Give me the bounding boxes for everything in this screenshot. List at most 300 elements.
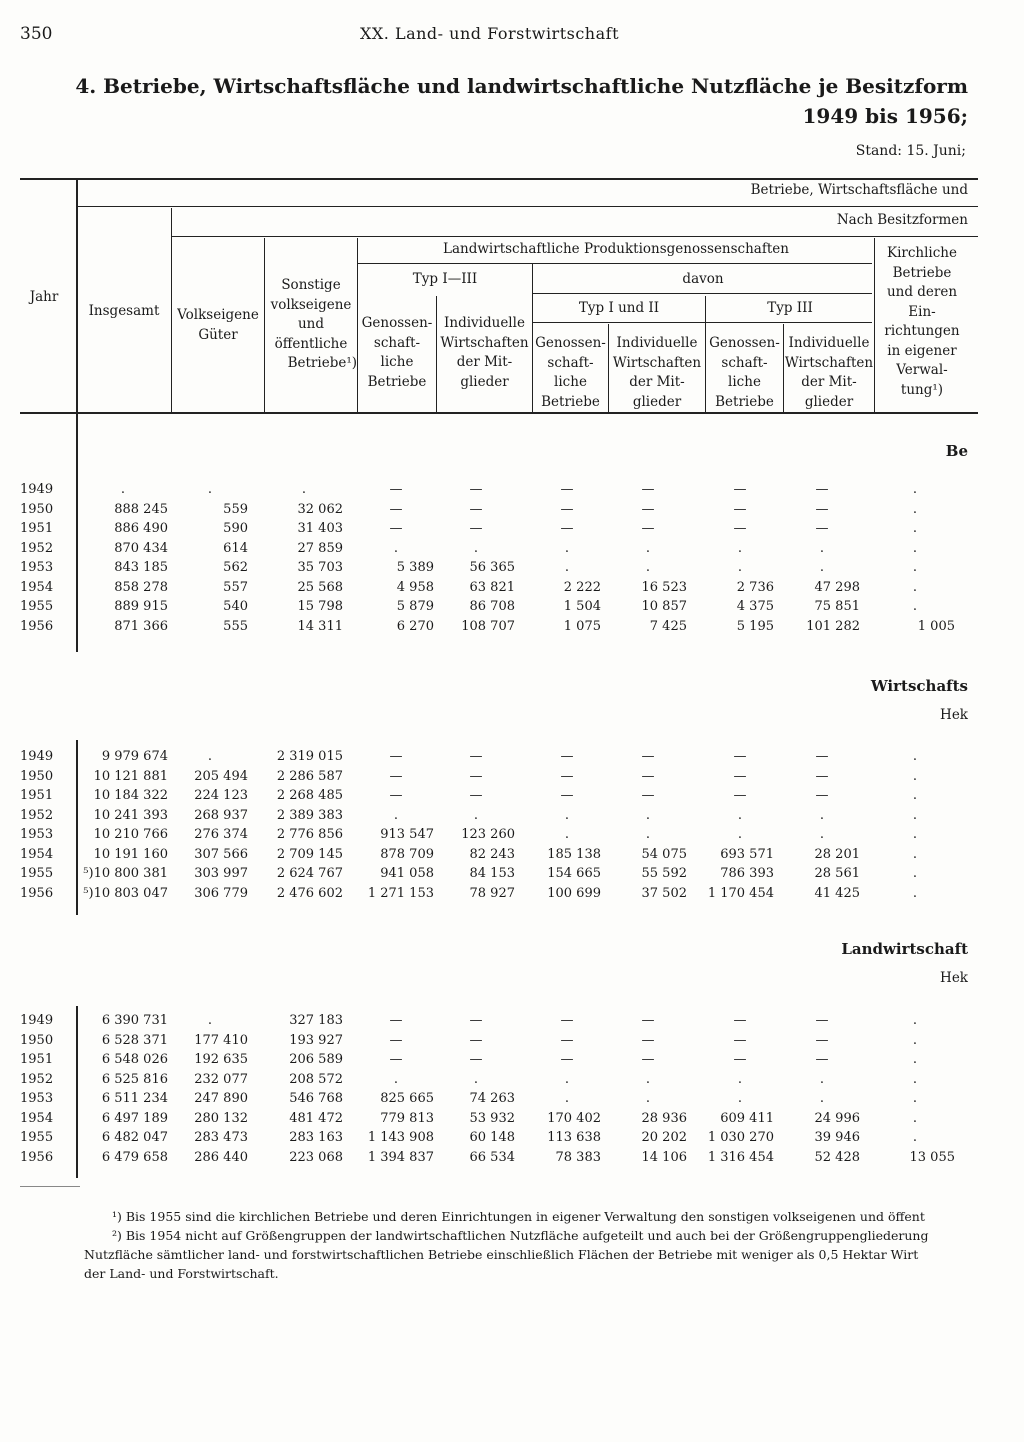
cell-typ-iii-individuelle: 28 561 xyxy=(814,866,860,881)
cell-lpg-genossen: . xyxy=(393,807,399,823)
cell-typ-iii-individuelle: — xyxy=(815,749,829,764)
cell-year: 1956 xyxy=(20,618,54,634)
cell-year: 1953 xyxy=(20,560,54,575)
cell-typ-iii-individuelle: . xyxy=(819,1071,825,1087)
header-rule-typ xyxy=(533,322,872,323)
cell-typ-i-ii-individuelle: . xyxy=(645,827,651,842)
cell-volkseigene: 280 132 xyxy=(194,1110,248,1126)
cell-lpg-genossen: 941 058 xyxy=(380,866,434,881)
header-davon: davon xyxy=(682,271,724,287)
cell-sonstige: 31 403 xyxy=(297,521,343,536)
section-unit: Hek xyxy=(940,707,968,723)
cell-typ-iii-genossen: . xyxy=(737,560,743,575)
footnote-2: ²) Bis 1954 nicht auf Größengruppen der landwirtschaftlichen Nutzfläche aufgeteilt und auch bei der Größengruppengliederung xyxy=(112,1228,929,1243)
cell-typ-iii-individuelle: — xyxy=(815,482,829,497)
cell-lpg-individuelle: 82 243 xyxy=(469,846,515,862)
cell-kirchliche: 13 055 xyxy=(909,1149,955,1165)
cell-kirchliche: . xyxy=(912,501,918,517)
cell-typ-iii-individuelle: 47 298 xyxy=(814,579,860,595)
footnote-2-cont: Nutzfläche sämtlicher land- und forstwirtschaftlichen Betriebe einschließlich Flächen der Betriebe mit weniger als 0,5 Hektar Wirt xyxy=(84,1247,919,1262)
cell-lpg-individuelle: 53 932 xyxy=(469,1110,515,1126)
cell-typ-iii-individuelle: . xyxy=(819,560,825,575)
header-genossen-i-ii: Genossen- schaft- liche Betriebe xyxy=(535,335,606,410)
cell-volkseigene: . xyxy=(207,1013,213,1028)
cell-kirchliche: 1 005 xyxy=(917,618,955,634)
cell-typ-i-ii-genossen: — xyxy=(560,788,574,803)
cell-lpg-genossen: 4 958 xyxy=(396,579,434,595)
cell-typ-i-ii-individuelle: 7 425 xyxy=(649,618,687,634)
header-genossen-i-iii: Genossen- schaft- liche Betriebe xyxy=(361,315,433,390)
cell-typ-i-ii-individuelle: — xyxy=(641,749,655,764)
cell-sonstige: 327 183 xyxy=(289,1013,343,1028)
cell-lpg-genossen: — xyxy=(389,788,403,803)
cell-typ-i-ii-genossen: 185 138 xyxy=(547,846,601,862)
cell-typ-iii-genossen: 609 411 xyxy=(720,1110,774,1126)
cell-insgesamt: 6 528 371 xyxy=(101,1032,168,1048)
cell-lpg-individuelle: — xyxy=(469,1052,483,1067)
cell-typ-iii-genossen: 1 316 454 xyxy=(707,1149,774,1165)
cell-lpg-genossen: — xyxy=(389,1032,403,1048)
cell-sonstige: 2 319 015 xyxy=(276,749,343,764)
cell-year: 1951 xyxy=(20,788,54,803)
header-rule-besitz xyxy=(172,236,978,237)
section-title-landwirtschaft: Landwirtschaft xyxy=(841,940,968,958)
cell-volkseigene: 177 410 xyxy=(194,1032,248,1048)
cell-kirchliche: . xyxy=(912,807,918,823)
cell-lpg-genossen: . xyxy=(393,1071,399,1087)
cell-typ-i-ii-genossen: . xyxy=(564,1071,570,1087)
cell-typ-iii-individuelle: — xyxy=(815,1032,829,1048)
cell-typ-i-ii-individuelle: . xyxy=(645,540,651,556)
cell-typ-iii-genossen: 4 375 xyxy=(736,599,774,614)
cell-lpg-genossen: — xyxy=(389,1052,403,1067)
cell-year: 1950 xyxy=(20,768,54,784)
cell-typ-i-ii-genossen: 1 504 xyxy=(563,599,601,614)
cell-typ-iii-genossen: . xyxy=(737,807,743,823)
cell-lpg-individuelle: . xyxy=(473,540,479,556)
cell-typ-i-ii-genossen: — xyxy=(560,1013,574,1028)
cell-typ-iii-individuelle: . xyxy=(819,807,825,823)
cell-typ-iii-genossen: 1 170 454 xyxy=(707,885,774,901)
table-title-years: 1949 bis 1956; xyxy=(802,104,968,128)
cell-kirchliche: . xyxy=(912,482,918,497)
section-title-betriebe: Be xyxy=(945,442,968,460)
cell-volkseigene: 562 xyxy=(223,560,248,575)
header-bottom-rule xyxy=(20,412,978,414)
cell-typ-iii-genossen: — xyxy=(733,521,747,536)
cell-volkseigene: 303 997 xyxy=(194,866,248,881)
cell-year: 1952 xyxy=(20,1071,54,1087)
header-kirchliche: Kirchliche Betriebe und deren Ein- richtungen in eigener Verwal- tung¹) xyxy=(884,245,960,398)
cell-sonstige: 27 859 xyxy=(297,540,343,556)
cell-volkseigene: 286 440 xyxy=(194,1149,248,1165)
header-individuelle-i-iii: Individuelle Wirtschaften der Mit- glieder xyxy=(440,315,529,390)
cell-typ-i-ii-individuelle: 55 592 xyxy=(641,866,687,881)
header-rule-davon xyxy=(533,293,872,294)
cell-insgesamt: . xyxy=(120,482,126,497)
cell-lpg-genossen: 5 879 xyxy=(396,599,434,614)
cell-kirchliche: . xyxy=(912,579,918,595)
cell-typ-iii-individuelle: — xyxy=(815,501,829,517)
cell-lpg-individuelle: — xyxy=(469,768,483,784)
cell-typ-i-ii-genossen: — xyxy=(560,482,574,497)
header-individuelle-iii: Individuelle Wirtschaften der Mit- glieder xyxy=(784,335,874,410)
cell-sonstige: 2 476 602 xyxy=(276,885,343,901)
cell-lpg-individuelle: — xyxy=(469,1032,483,1048)
cell-lpg-genossen: 6 270 xyxy=(396,618,434,634)
running-head: XX. Land- und Forstwirtschaft xyxy=(360,24,619,43)
cell-year: 1951 xyxy=(20,521,54,536)
cell-insgesamt: 10 241 393 xyxy=(93,807,168,823)
cell-volkseigene: 224 123 xyxy=(194,788,248,803)
cell-typ-i-ii-genossen: . xyxy=(564,827,570,842)
cell-sonstige: 193 927 xyxy=(289,1032,343,1048)
cell-typ-i-ii-genossen: 154 665 xyxy=(547,866,601,881)
cell-volkseigene: 268 937 xyxy=(194,807,248,823)
cell-kirchliche: . xyxy=(912,788,918,803)
header-typ-i-iii: Typ I—III xyxy=(412,271,478,287)
cell-lpg-genossen: 1 271 153 xyxy=(367,885,434,901)
cell-year: 1951 xyxy=(20,1052,54,1067)
cell-sonstige: 481 472 xyxy=(289,1110,343,1126)
cell-volkseigene: 283 473 xyxy=(194,1130,248,1145)
header-individuelle-i-ii: Individuelle Wirtschaften der Mit- glieder xyxy=(612,335,702,410)
cell-lpg-individuelle: — xyxy=(469,501,483,517)
cell-kirchliche: . xyxy=(912,827,918,842)
cell-typ-i-ii-genossen: 100 699 xyxy=(547,885,601,901)
cell-lpg-individuelle: . xyxy=(473,807,479,823)
cell-typ-iii-genossen: — xyxy=(733,482,747,497)
footnote-2-cont: der Land- und Forstwirtschaft. xyxy=(84,1266,279,1281)
cell-typ-i-ii-genossen: 113 638 xyxy=(547,1130,601,1145)
cell-typ-i-ii-genossen: . xyxy=(564,560,570,575)
cell-typ-i-ii-individuelle: — xyxy=(641,482,655,497)
cell-sonstige: 2 286 587 xyxy=(276,768,343,784)
cell-lpg-individuelle: . xyxy=(473,1071,479,1087)
cell-sonstige: 2 776 856 xyxy=(276,827,343,842)
cell-typ-iii-genossen: — xyxy=(733,1013,747,1028)
cell-lpg-individuelle: 86 708 xyxy=(469,599,515,614)
header-top-rule xyxy=(20,178,978,180)
cell-kirchliche: . xyxy=(912,1091,918,1106)
cell-volkseigene: 276 374 xyxy=(194,827,248,842)
cell-volkseigene: 205 494 xyxy=(194,768,248,784)
section-unit: Hek xyxy=(940,970,968,986)
cell-typ-i-ii-individuelle: 20 202 xyxy=(641,1130,687,1145)
cell-insgesamt: 9 979 674 xyxy=(101,749,168,764)
cell-lpg-individuelle: 84 153 xyxy=(469,866,515,881)
cell-volkseigene: 614 xyxy=(223,540,248,556)
cell-lpg-genossen: 878 709 xyxy=(380,846,434,862)
cell-insgesamt: 871 366 xyxy=(114,618,168,634)
cell-typ-iii-individuelle: . xyxy=(819,827,825,842)
cell-typ-iii-individuelle: . xyxy=(819,1091,825,1106)
cell-typ-iii-genossen: — xyxy=(733,788,747,803)
cell-volkseigene: . xyxy=(207,749,213,764)
header-volkseigene: Volkseigene Güter xyxy=(177,307,259,343)
cell-typ-i-ii-genossen: — xyxy=(560,1032,574,1048)
cell-kirchliche: . xyxy=(912,885,918,901)
cell-typ-i-ii-genossen: — xyxy=(560,1052,574,1067)
cell-lpg-genossen: 779 813 xyxy=(380,1110,434,1126)
cell-typ-i-ii-genossen: 1 075 xyxy=(563,618,601,634)
cell-kirchliche: . xyxy=(912,1032,918,1048)
cell-typ-i-ii-genossen: 78 383 xyxy=(555,1149,601,1165)
cell-sonstige: 2 624 767 xyxy=(276,866,343,881)
cell-lpg-individuelle: — xyxy=(469,1013,483,1028)
cell-typ-iii-genossen: 5 195 xyxy=(736,618,774,634)
cell-lpg-genossen: 913 547 xyxy=(380,827,434,842)
cell-typ-iii-individuelle: 39 946 xyxy=(814,1130,860,1145)
cell-year: 1950 xyxy=(20,1032,54,1048)
cell-sonstige: 2 268 485 xyxy=(276,788,343,803)
cell-lpg-genossen: 1 143 908 xyxy=(367,1130,434,1145)
cell-insgesamt: 10 210 766 xyxy=(93,827,168,842)
cell-lpg-individuelle: 74 263 xyxy=(469,1091,515,1106)
cell-sonstige: 14 311 xyxy=(297,618,343,634)
cell-typ-i-ii-genossen: 170 402 xyxy=(547,1110,601,1126)
cell-typ-i-ii-genossen: . xyxy=(564,807,570,823)
cell-lpg-genossen: — xyxy=(389,768,403,784)
header-top-group: Betriebe, Wirtschaftsfläche und xyxy=(750,182,968,198)
cell-insgesamt: 886 490 xyxy=(114,521,168,536)
cell-insgesamt: 6 511 234 xyxy=(101,1091,168,1106)
cell-typ-iii-genossen: — xyxy=(733,749,747,764)
cell-volkseigene: 192 635 xyxy=(194,1052,248,1067)
header-jahr: Jahr xyxy=(29,289,59,305)
cell-sonstige: 25 568 xyxy=(297,579,343,595)
cell-lpg-genossen: — xyxy=(389,1013,403,1028)
cell-typ-iii-individuelle: — xyxy=(815,1013,829,1028)
cell-lpg-individuelle: 63 821 xyxy=(469,579,515,595)
cell-typ-i-ii-individuelle: — xyxy=(641,521,655,536)
cell-lpg-genossen: 5 389 xyxy=(396,560,434,575)
cell-insgesamt: 6 482 047 xyxy=(101,1130,168,1145)
cell-year: 1949 xyxy=(20,1013,54,1028)
cell-insgesamt: 6 479 658 xyxy=(101,1149,168,1165)
cell-lpg-genossen: 1 394 837 xyxy=(367,1149,434,1165)
cell-kirchliche: . xyxy=(912,1052,918,1067)
cell-insgesamt: 6 525 816 xyxy=(101,1071,168,1087)
cell-typ-i-ii-individuelle: 10 857 xyxy=(641,599,687,614)
cell-typ-iii-genossen: — xyxy=(733,1032,747,1048)
cell-insgesamt: 889 915 xyxy=(114,599,168,614)
cell-insgesamt: 6 390 731 xyxy=(101,1013,168,1028)
cell-insgesamt: 6 497 189 xyxy=(101,1110,168,1126)
cell-year: 1949 xyxy=(20,749,54,764)
cell-lpg-individuelle: 108 707 xyxy=(461,618,515,634)
cell-kirchliche: . xyxy=(912,866,918,881)
cell-typ-i-ii-individuelle: — xyxy=(641,788,655,803)
cell-sonstige: 2 709 145 xyxy=(276,846,343,862)
cell-year: 1953 xyxy=(20,827,54,842)
cell-kirchliche: . xyxy=(912,521,918,536)
cell-typ-iii-individuelle: 101 282 xyxy=(806,618,860,634)
cell-typ-iii-individuelle: 28 201 xyxy=(814,846,860,862)
cell-insgesamt: 888 245 xyxy=(114,501,168,517)
cell-insgesamt: 10 121 881 xyxy=(93,768,168,784)
cell-insgesamt: 10 191 160 xyxy=(93,846,168,862)
header-typ-i-ii: Typ I und II xyxy=(578,300,660,316)
cell-volkseigene: 540 xyxy=(223,599,248,614)
header-besitz-group: Nach Besitzformen xyxy=(836,212,968,228)
cell-sonstige: 283 163 xyxy=(289,1130,343,1145)
header-lpg: Landwirtschaftliche Produktionsgenossenschaften xyxy=(443,241,789,257)
header-typ-iii: Typ III xyxy=(767,300,813,316)
cell-lpg-genossen: — xyxy=(389,482,403,497)
cell-sonstige: 32 062 xyxy=(297,501,343,517)
cell-year: 1956 xyxy=(20,885,54,901)
cell-volkseigene: 306 779 xyxy=(194,885,248,901)
cell-typ-i-ii-genossen: . xyxy=(564,1091,570,1106)
cell-volkseigene: 557 xyxy=(223,579,248,595)
cell-kirchliche: . xyxy=(912,1130,918,1145)
cell-sonstige: 546 768 xyxy=(289,1091,343,1106)
cell-typ-iii-genossen: — xyxy=(733,501,747,517)
footnote-1: ¹) Bis 1955 sind die kirchlichen Betriebe und deren Einrichtungen in eigener Verwaltung den sonstigen volkseigenen und öffent xyxy=(112,1209,925,1224)
cell-typ-i-ii-genossen: — xyxy=(560,749,574,764)
cell-volkseigene: 307 566 xyxy=(194,846,248,862)
cell-year: 1949 xyxy=(20,482,54,497)
cell-volkseigene: 232 077 xyxy=(194,1071,248,1087)
reference-date: Stand: 15. Juni; xyxy=(855,143,966,159)
cell-year: 1952 xyxy=(20,540,54,556)
cell-sonstige: 15 798 xyxy=(297,599,343,614)
cell-typ-i-ii-individuelle: — xyxy=(641,501,655,517)
cell-lpg-individuelle: 56 365 xyxy=(469,560,515,575)
cell-typ-i-ii-genossen: — xyxy=(560,768,574,784)
cell-typ-iii-individuelle: 52 428 xyxy=(814,1149,860,1165)
header-rule-betriebe xyxy=(78,206,978,207)
cell-kirchliche: . xyxy=(912,846,918,862)
cell-typ-iii-genossen: — xyxy=(733,1052,747,1067)
cell-typ-i-ii-individuelle: 28 936 xyxy=(641,1110,687,1126)
cell-typ-i-ii-individuelle: . xyxy=(645,807,651,823)
cell-typ-iii-individuelle: 75 851 xyxy=(814,599,860,614)
cell-kirchliche: . xyxy=(912,1013,918,1028)
cell-typ-iii-genossen: . xyxy=(737,1091,743,1106)
cell-insgesamt: ⁵)10 800 381 xyxy=(83,866,168,881)
cell-insgesamt: ⁵)10 803 047 xyxy=(83,885,168,901)
cell-typ-i-ii-individuelle: 37 502 xyxy=(641,885,687,901)
cell-typ-iii-genossen: . xyxy=(737,827,743,842)
cell-typ-iii-genossen: . xyxy=(737,1071,743,1087)
cell-typ-i-ii-individuelle: — xyxy=(641,1052,655,1067)
cell-year: 1952 xyxy=(20,807,54,823)
cell-typ-iii-individuelle: 24 996 xyxy=(814,1110,860,1126)
cell-typ-i-ii-individuelle: . xyxy=(645,1071,651,1087)
cell-year: 1956 xyxy=(20,1149,54,1165)
cell-sonstige: 223 068 xyxy=(289,1149,343,1165)
footnote-rule xyxy=(20,1186,80,1187)
cell-lpg-individuelle: 66 534 xyxy=(469,1149,515,1165)
cell-volkseigene: 559 xyxy=(223,501,248,517)
cell-kirchliche: . xyxy=(912,540,918,556)
cell-typ-iii-genossen: 693 571 xyxy=(720,846,774,862)
cell-insgesamt: 858 278 xyxy=(114,579,168,595)
cell-lpg-individuelle: — xyxy=(469,482,483,497)
cell-year: 1954 xyxy=(20,579,54,595)
cell-typ-iii-individuelle: . xyxy=(819,540,825,556)
cell-insgesamt: 870 434 xyxy=(114,540,168,556)
cell-typ-iii-genossen: 1 030 270 xyxy=(707,1130,774,1145)
cell-kirchliche: . xyxy=(912,560,918,575)
cell-typ-iii-individuelle: — xyxy=(815,1052,829,1067)
table-title: 4. Betriebe, Wirtschaftsfläche und landwirtschaftliche Nutzfläche je Besitzform xyxy=(75,74,968,98)
cell-typ-i-ii-genossen: — xyxy=(560,521,574,536)
cell-sonstige: 35 703 xyxy=(297,560,343,575)
cell-typ-i-ii-individuelle: — xyxy=(641,768,655,784)
cell-kirchliche: . xyxy=(912,768,918,784)
section-title-wirtschaftsflaeche: Wirtschafts xyxy=(870,677,968,695)
cell-lpg-genossen: — xyxy=(389,501,403,517)
cell-typ-iii-individuelle: 41 425 xyxy=(814,885,860,901)
cell-volkseigene: . xyxy=(207,482,213,497)
cell-year: 1950 xyxy=(20,501,54,517)
cell-sonstige: 208 572 xyxy=(289,1071,343,1087)
page-number: 350 xyxy=(20,24,53,44)
cell-typ-i-ii-individuelle: — xyxy=(641,1032,655,1048)
cell-typ-iii-genossen: — xyxy=(733,768,747,784)
cell-lpg-individuelle: — xyxy=(469,749,483,764)
cell-typ-i-ii-individuelle: . xyxy=(645,1091,651,1106)
cell-typ-i-ii-individuelle: — xyxy=(641,1013,655,1028)
cell-typ-i-ii-individuelle: . xyxy=(645,560,651,575)
cell-lpg-individuelle: 123 260 xyxy=(461,827,515,842)
cell-typ-i-ii-genossen: — xyxy=(560,501,574,517)
cell-lpg-genossen: — xyxy=(389,521,403,536)
cell-sonstige: . xyxy=(301,482,307,497)
cell-volkseigene: 555 xyxy=(223,618,248,634)
cell-insgesamt: 843 185 xyxy=(114,560,168,575)
cell-typ-i-ii-individuelle: 54 075 xyxy=(641,846,687,862)
cell-insgesamt: 6 548 026 xyxy=(101,1052,168,1067)
cell-typ-iii-individuelle: — xyxy=(815,521,829,536)
cell-sonstige: 2 389 383 xyxy=(276,807,343,823)
cell-typ-iii-individuelle: — xyxy=(815,788,829,803)
cell-kirchliche: . xyxy=(912,599,918,614)
cell-typ-i-ii-individuelle: 16 523 xyxy=(641,579,687,595)
header-rule-lpg xyxy=(358,263,872,264)
cell-typ-i-ii-genossen: . xyxy=(564,540,570,556)
cell-lpg-genossen: . xyxy=(393,540,399,556)
cell-insgesamt: 10 184 322 xyxy=(93,788,168,803)
cell-kirchliche: . xyxy=(912,1071,918,1087)
cell-sonstige: 206 589 xyxy=(289,1052,343,1067)
cell-lpg-genossen: 825 665 xyxy=(380,1091,434,1106)
cell-lpg-individuelle: — xyxy=(469,521,483,536)
cell-lpg-individuelle: 78 927 xyxy=(469,885,515,901)
cell-lpg-individuelle: — xyxy=(469,788,483,803)
cell-volkseigene: 590 xyxy=(223,521,248,536)
cell-typ-iii-genossen: 786 393 xyxy=(720,866,774,881)
cell-kirchliche: . xyxy=(912,1110,918,1126)
header-genossen-iii: Genossen- schaft- liche Betriebe xyxy=(709,335,780,410)
cell-year: 1955 xyxy=(20,599,54,614)
cell-typ-iii-individuelle: — xyxy=(815,768,829,784)
cell-volkseigene: 247 890 xyxy=(194,1091,248,1106)
cell-year: 1954 xyxy=(20,1110,54,1126)
cell-year: 1955 xyxy=(20,866,54,881)
cell-year: 1953 xyxy=(20,1091,54,1106)
cell-typ-i-ii-individuelle: 14 106 xyxy=(641,1149,687,1165)
cell-year: 1954 xyxy=(20,846,54,862)
cell-lpg-genossen: — xyxy=(389,749,403,764)
cell-kirchliche: . xyxy=(912,749,918,764)
cell-typ-iii-genossen: 2 736 xyxy=(736,579,774,595)
header-insgesamt: Insgesamt xyxy=(88,303,160,319)
header-sonstige: Sonstige volkseigene und öffentliche Betriebe¹) xyxy=(270,277,357,371)
